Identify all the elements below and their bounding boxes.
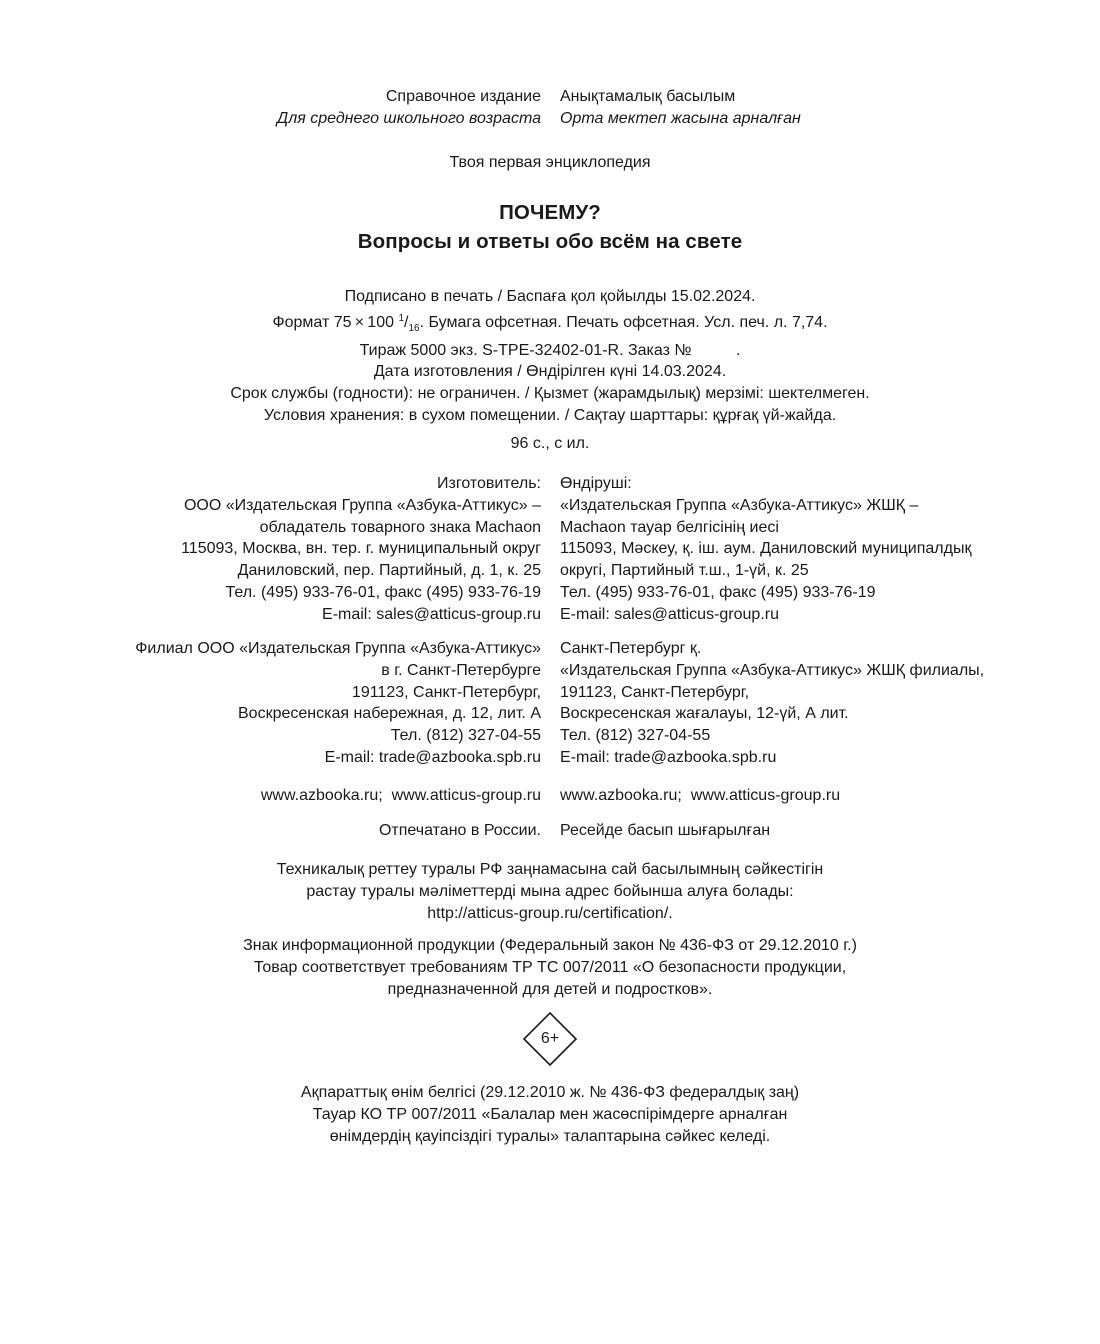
manufacturer-kz-email: E-mail: sales@atticus-group.ru: [560, 605, 779, 623]
info-mark-kz: [0, 1082, 1100, 1147]
imprint-circulation: Тираж 5000 экз. S-TPE-32402-01-R. Заказ № .: [359, 341, 741, 359]
certification-line: Техникалық реттеу туралы РФ заңнамасына сай басылымның сәйкестігін: [276, 861, 824, 878]
header-right: [560, 86, 1100, 130]
info-mark-ru-line: Знак информационной продукции (Федеральный закон № 436-ФЗ от 29.12.2010 г.): [243, 937, 857, 954]
format-fraction-denominator: 16: [408, 322, 420, 334]
manufacturer-ru-email: E-mail: sales@atticus-group.ru: [322, 605, 541, 623]
certification-block: [0, 859, 1100, 924]
page-count-text: 96 с., с ил.: [510, 435, 590, 452]
branch-kz-line: «Издательская Группа «Азбука-Аттикус» ЖШҚ филиалы,: [560, 661, 985, 679]
title-subtitle: Вопросы и ответы обо всём на свете: [357, 230, 743, 253]
series-name: [0, 152, 1100, 174]
manufacturer-kz-line: Тел. (495) 933-76-01, факс (495) 933-76-19: [560, 583, 876, 601]
websites-kz: www.azbooka.ru; www.atticus-group.ru: [560, 787, 841, 804]
info-mark-ru-line: Товар соответствует требованиям ТР ТС 007/2011 «О безопасности продукции,: [253, 958, 847, 976]
branch-kz-line: 191123, Санкт-Петербург,: [560, 683, 750, 701]
book-title: [0, 198, 1100, 256]
age-rating-badge: [523, 1012, 577, 1066]
format-suffix: . Бумага офсетная. Печать офсетная. Усл. печ. л. 7,74.: [419, 313, 828, 331]
manufacturer-ru-line: Изготовитель:: [437, 475, 541, 492]
imprint-format: Формат 75 × 100 $^1/_{16}$. Бумага офсетная. Печать офсетная. Усл. печ. л. 7,74.: [272, 312, 828, 334]
branch-kz: [560, 638, 1100, 769]
info-mark-kz-line: Тауар КО ТР 007/2011 «Балалар мен жасөспірімдерге арналған: [312, 1105, 788, 1123]
manufacturer-ru-line: ООО «Издательская Группа «Азбука-Аттикус» –: [183, 496, 541, 514]
info-mark-ru-line: предназначенной для детей и подростков».: [387, 980, 713, 998]
certification-line: растау туралы мәліметтерді мына адрес бойынша алуға болады:: [306, 882, 794, 900]
manufacturer-kz-line: Machaon тауар белгісінің иесі: [560, 518, 779, 536]
format-fraction-numerator: 1: [398, 312, 405, 324]
websites-ru: www.azbooka.ru; www.atticus-group.ru: [260, 787, 541, 804]
branch-ru: [0, 638, 541, 769]
branch-kz-email: E-mail: trade@azbooka.spb.ru: [560, 748, 777, 766]
manufacturer-ru-line: обладатель товарного знака Machaon: [259, 518, 541, 536]
branch-ru-line: Воскресенская набережная, д. 12, лит. А: [238, 705, 541, 723]
manufacturer-kz-line: округі, Партийный т.ш., 1-үй, к. 25: [560, 562, 809, 580]
format-prefix: Формат 75 × 100: [272, 313, 394, 331]
branch-ru-line: Филиал ООО «Издательская Группа «Азбука-Аттикус»: [135, 640, 541, 657]
branch-kz-line: Санкт-Петербург қ.: [560, 640, 702, 657]
branch-kz-line: Тел. (812) 327-04-55: [560, 727, 711, 745]
page-count: [0, 433, 1100, 455]
header-right-line: Анықтамалық басылым: [560, 88, 736, 105]
manufacturer-kz: [560, 473, 1100, 626]
printed-block: [0, 820, 1100, 842]
manufacturer-block: [0, 473, 1100, 626]
branch-block: [0, 638, 1100, 769]
manufacturer-ru-line: 115093, Москва, вн. тер. г. муниципальный округ: [181, 540, 541, 558]
branch-ru-line: 191123, Санкт-Петербург,: [351, 683, 541, 701]
info-mark-kz-line: өнімдердің қауіпсіздігі туралы» талаптарына сәйкес келеді.: [329, 1127, 771, 1145]
branch-ru-email: E-mail: trade@azbooka.spb.ru: [324, 748, 541, 766]
imprint-details: [0, 286, 1100, 427]
certification-url: http://atticus-group.ru/certification/.: [427, 904, 673, 922]
branch-ru-line: в г. Санкт-Петербурге: [381, 661, 541, 679]
imprint-signed: Подписано в печать / Баспаға қол қойылды 15.02.2024.: [344, 288, 756, 305]
manufacturer-kz-line: 115093, Мәскеу, қ. іш. аум. Даниловский муниципалдық: [560, 540, 972, 558]
printed-kz: Ресейде басып шығарылған: [560, 822, 771, 839]
imprint-storage: Условия хранения: в сухом помещении. / Сақтау шарттары: құрғақ үй-жайда.: [263, 406, 837, 424]
branch-kz-line: Воскресенская жағалауы, 12-үй, А лит.: [560, 705, 849, 723]
manufacturer-kz-line: «Издательская Группа «Азбука-Аттикус» ЖШҚ –: [560, 496, 919, 514]
branch-ru-line: Тел. (812) 327-04-55: [390, 727, 541, 745]
header-right-line: Орта мектеп жасына арналған: [560, 109, 801, 127]
header-left-line: Для среднего школьного возраста: [276, 109, 541, 127]
header-left: [0, 86, 541, 130]
manufacturer-kz-line: Өндіруші:: [560, 475, 632, 492]
manufacturer-ru: [0, 473, 541, 626]
info-mark-kz-line: Ақпараттық өнім белгісі (29.12.2010 ж. № 436-ФЗ федералдық заң): [300, 1084, 800, 1101]
manufacturer-ru-line: Тел. (495) 933-76-01, факс (495) 933-76-19: [225, 583, 541, 601]
header-block: [0, 86, 1100, 130]
manufacturer-ru-line: Даниловский, пер. Партийный, д. 1, к. 25: [237, 562, 541, 580]
series-text: Твоя первая энциклопедия: [449, 154, 651, 171]
websites-block: [0, 785, 1100, 807]
printed-ru: Отпечатано в России.: [378, 822, 541, 839]
header-left-line: Справочное издание: [385, 88, 541, 105]
imprint-service-life: Срок службы (годности): не ограничен. / Қызмет (жарамдылық) мерзімі: шектелмеген.: [230, 385, 870, 403]
info-mark-ru: [0, 935, 1100, 1000]
imprint-manufacture-date: Дата изготовления / Өндірілген күні 14.03.2024.: [373, 363, 727, 381]
title-main: ПОЧЕМУ?: [499, 201, 601, 224]
age-rating-label: 6+: [540, 1030, 560, 1047]
